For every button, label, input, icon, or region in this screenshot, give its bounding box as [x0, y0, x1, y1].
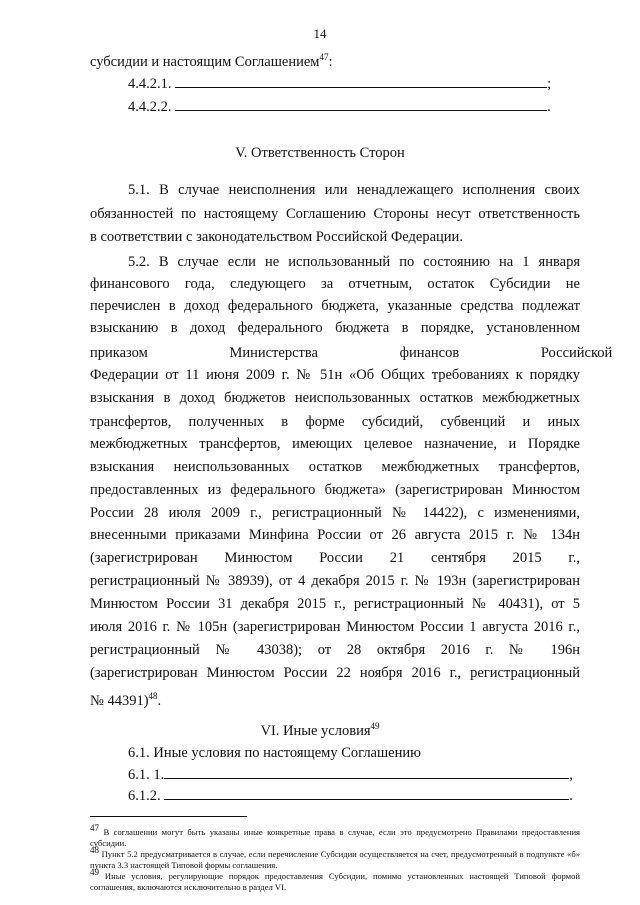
blank-field	[164, 786, 569, 800]
paragraph-line: приказом Министерства финансов Российской	[90, 345, 613, 361]
paragraph-line: взыскания неиспользованных остатков межбюджетных трансфертов,	[90, 459, 580, 475]
section-6-title-text: VI. Иные условия	[260, 722, 371, 739]
paragraph-line: финансового года, следующего за отчетным, остаток Субсидии не	[90, 276, 580, 292]
item-label: 6.1.2.	[128, 788, 161, 804]
footnote-number: 49	[90, 867, 99, 877]
paragraph-line: 5.2. В случае если не использованный по состоянию на 1 января	[128, 254, 580, 270]
paragraph-line: взысканию в доход федерального бюджета в порядке, установленном	[90, 320, 580, 336]
item-6-1-2	[128, 786, 573, 806]
paragraph-line: трансфертов, полученных в форме субсидий, субвенций и иных	[90, 414, 580, 430]
paragraph-line-text: № 44391)	[90, 692, 149, 709]
paragraph-line: (зарегистрирован Минюстом России 21 сентября 2015 г.,	[90, 550, 580, 566]
section-5-title: V. Ответственность Сторон	[235, 145, 405, 161]
item-4-4-2-2	[128, 97, 551, 117]
item-label: 6.1. 1.	[128, 767, 165, 783]
paragraph-line: июля 2016 г. № 105н (зарегистрирован Минюстом России 1 августа 2016 г.,	[90, 619, 580, 635]
paragraph-line: России 28 июля 2009 г., регистрационный № 14422), с изменениями,	[90, 505, 580, 521]
item-4-4-2-1	[128, 74, 551, 94]
item-label: 4.4.2.2.	[128, 99, 172, 115]
footnote-number: 48	[90, 845, 99, 855]
paragraph-line: (зарегистрирован Минюстом России 22 ноября 2016 г., регистрационный	[90, 665, 580, 681]
paragraph-end: .	[157, 692, 162, 709]
item-end: .	[569, 788, 573, 804]
blank-field	[175, 74, 547, 88]
paragraph-last-line	[90, 687, 161, 711]
paragraph-line: Минюстом России 31 декабря 2015 г., регистрационный № 40431), от 5	[90, 596, 580, 612]
blank-field	[175, 97, 547, 111]
paragraph-line: предоставленных из федерального бюджета» (зарегистрирован Минюстом	[90, 482, 580, 498]
paragraph-line: внесенными приказами Минфина России от 26 августа 2015 г. № 134н	[90, 527, 580, 543]
footnote-49	[90, 867, 580, 893]
blank-field	[164, 765, 569, 779]
item-end: ,	[569, 767, 573, 783]
section-6-title	[0, 721, 640, 740]
paragraph-6-1: 6.1. Иные условия по настоящему Соглашению	[128, 745, 421, 761]
item-label: 4.4.2.1.	[128, 76, 172, 92]
paragraph-line: Федерации от 11 июня 2009 г. № 51н «Об Общих требованиях к порядку	[90, 367, 580, 383]
paragraph-line: регистрационный № 38939), от 4 декабря 2015 г. № 193н (зарегистрирован	[90, 573, 580, 589]
item-end: .	[547, 99, 551, 115]
paragraph-line: в соответствии с законодательством Российской Федерации.	[90, 229, 463, 245]
footnote-ref-49: 49	[370, 721, 380, 731]
footnote-text: Пункт 5.2 предусматривается в случае, если перечисление Субсидии осуществляется на счет, предусмотренный в подпункте «б» пункта 3.3 настоящей Типовой формы соглашения.	[90, 848, 580, 870]
paragraph-line: 5.1. В случае неисполнения или ненадлежащего исполнения своих	[128, 182, 580, 198]
paragraph-line: взыскания в доход бюджетов неиспользованных остатков межбюджетных	[90, 390, 580, 406]
footnote-text: Иные условия, регулирующие порядок предоставления Субсидии, помимо установленных настоящей Типовой формой соглашения, включаются исключительно в раздел VI.	[90, 870, 580, 892]
footnote-separator	[90, 816, 247, 817]
paragraph-line: перечислен в доход федерального бюджета, указанные средства подлежат	[90, 298, 580, 314]
paragraph-line: обязанностей по настоящему Соглашению Стороны несут ответственность	[90, 206, 580, 222]
page-number: 14	[313, 26, 327, 41]
item-6-1-1	[128, 765, 573, 785]
header-line: субсидии и настоящим Соглашением$^{47}$:	[90, 52, 333, 70]
footnote-ref-47: 47	[319, 52, 329, 62]
footnote-ref-48: 48	[148, 691, 158, 701]
footnote-number: 47	[90, 823, 99, 833]
footnote-text: В соглашении могут быть указаны иные конкретные права в случае, если это предусмотрено Правилами предоставления субсидии.	[90, 826, 580, 848]
header-line-text: субсидии и настоящим Соглашением	[90, 53, 320, 70]
paragraph-line: регистрационный № 43038); от 28 октября 2016 г. № 196н	[90, 642, 580, 658]
item-end: ;	[547, 76, 552, 92]
paragraph-line: межбюджетных трансфертов, имеющих целевое назначение, и Порядке	[90, 436, 580, 452]
